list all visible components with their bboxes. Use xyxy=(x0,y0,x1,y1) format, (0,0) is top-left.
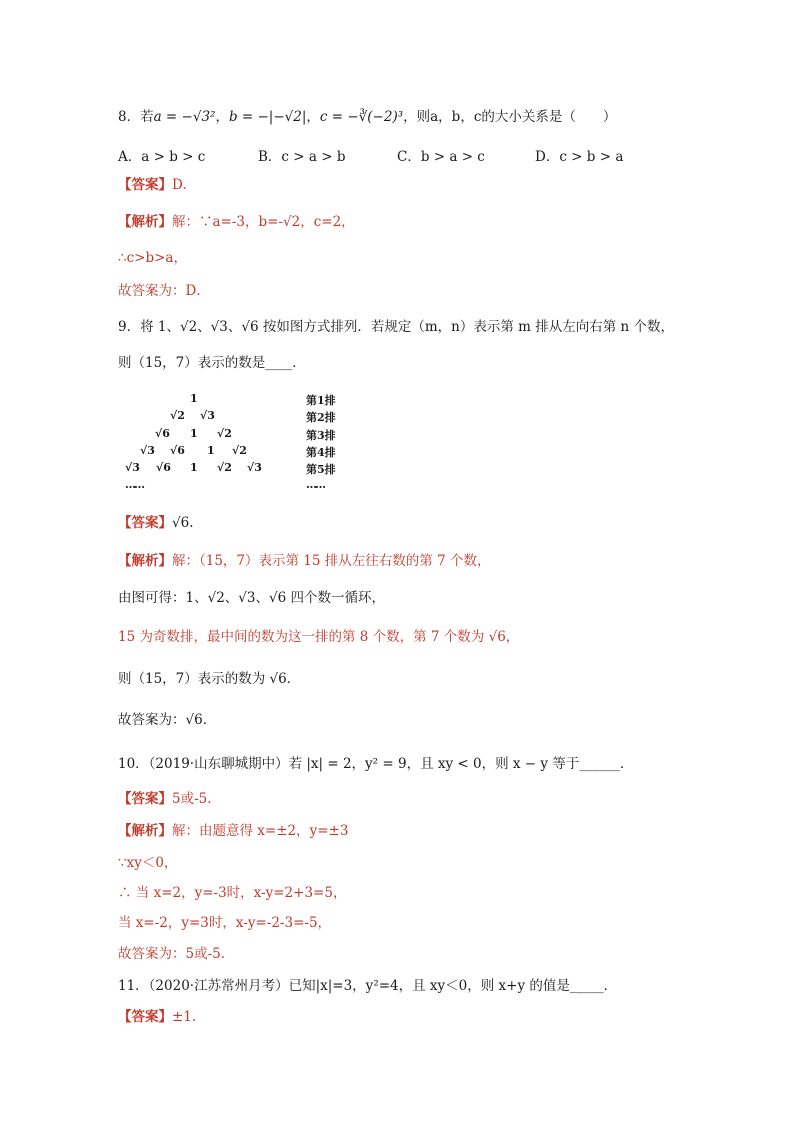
tri-r5-5: √3 xyxy=(247,461,262,474)
q8-analysis-1: 【解析】解：∵a=-3，b=-√2，c=2， xyxy=(118,214,355,230)
analysis-tag: 【解析】 xyxy=(118,823,172,839)
q10-analysis-3: ∴ 当 x=2，y=-3时，x-y=2+3=5， xyxy=(118,885,347,901)
q8-option-b: B．c > a > b xyxy=(258,149,346,165)
row-label-3: 第3排 xyxy=(306,429,336,442)
answer-value: D. xyxy=(172,177,187,193)
q8-analysis-2: ∴c>b>a， xyxy=(118,250,187,266)
q8-analysis-3: 故答案为：D． xyxy=(118,283,210,299)
q10-analysis-1: 【解析】解：由题意得 x=±2，y=±3 xyxy=(118,823,349,839)
q9-stem-1: 9．将 1、√2、√3、√6 按如图方式排列．若规定（m，n）表示第 m 排从左向右第 n 个数， xyxy=(118,319,674,335)
row-label-2: 第2排 xyxy=(306,411,336,424)
q10-analysis-4: 当 x=-2，y=3时，x-y=-2-3=-5， xyxy=(118,915,332,931)
answer-tag: 【答案】 xyxy=(118,791,172,807)
answer-value: √6. xyxy=(172,515,194,531)
q9-analysis-5: 故答案为：√6． xyxy=(118,712,217,728)
q8-tail: ，则a，b，c的大小关系是（ ） xyxy=(403,109,617,125)
answer-tag: 【答案】 xyxy=(118,515,172,531)
q8-expr-c: c = −∛(−2)³ xyxy=(319,109,404,125)
q10-answer xyxy=(118,790,212,808)
q8-expr-b: b = −|−√2| xyxy=(228,109,307,125)
tri-r2-1: √2 xyxy=(170,409,185,422)
tri-r4-4: √2 xyxy=(232,444,247,457)
q9-answer xyxy=(118,514,193,532)
answer-tag: 【答案】 xyxy=(118,177,172,193)
answer-value: 5或-5. xyxy=(172,791,212,807)
tri-r5-2: √6 xyxy=(156,461,171,474)
analysis-tag: 【解析】 xyxy=(118,214,172,230)
tri-r4-3: 1 xyxy=(207,444,215,457)
q10-stem: 10．（2019·山东聊城期中）若 |x| = 2，y² = 9，且 xy < 0，则 x − y 等于______． xyxy=(118,756,634,772)
tri-dots: …… xyxy=(125,478,143,491)
q11-stem: 11．（2020·江苏常州月考）已知|x|=3，y²=4，且 xy＜0，则 x+y 的值是_____． xyxy=(118,978,618,994)
answer-value: ±1. xyxy=(172,1009,197,1025)
q10-analysis-2: ∵xy＜0， xyxy=(118,855,178,871)
q9-analysis-2: 由图可得：1、√2、√3、√6 四个数一循环， xyxy=(118,590,385,606)
tri-r5-4: √2 xyxy=(217,461,232,474)
tri-r5-1: √3 xyxy=(125,461,140,474)
q8-option-a: A．a > b > c xyxy=(118,149,206,165)
row-label-1: 第1排 xyxy=(306,394,336,407)
q11-answer xyxy=(118,1008,196,1026)
q9-analysis-1: 【解析】解：（15，7）表示第 15 排从左往右数的第 7 个数， xyxy=(118,553,491,569)
q8-option-c: C．b > a > c xyxy=(397,149,485,165)
q9-analysis-3: 15 为奇数排，最中间的数为这一排的第 8 个数，第 7 个数为 √6， xyxy=(118,629,520,645)
tri-r4-1: √3 xyxy=(140,444,155,457)
tri-r1-1: 1 xyxy=(190,392,198,405)
q8-option-d: D．c > b > a xyxy=(535,149,624,165)
tri-r3-2: 1 xyxy=(190,427,198,440)
row-label-dots: …… xyxy=(306,478,324,491)
row-label-5: 第5排 xyxy=(306,463,336,476)
q8-stem: 8．若a = −√3²，b = −|−√2|，c = −∛(−2)³，则a，b，c的大小关系是（ ） xyxy=(118,109,617,125)
q9-analysis-4: 则（15，7）表示的数为 √6． xyxy=(118,671,301,687)
answer-tag: 【答案】 xyxy=(118,1009,172,1025)
tri-r5-3: 1 xyxy=(190,461,198,474)
row-label-4: 第4排 xyxy=(306,446,336,459)
q9-stem-2: 则（15，7）表示的数是____． xyxy=(118,355,306,371)
q8-answer xyxy=(118,176,187,194)
tri-r3-1: √6 xyxy=(155,427,170,440)
tri-r4-2: √6 xyxy=(170,444,185,457)
q8-number: 8．若 xyxy=(118,109,154,125)
tri-r2-2: √3 xyxy=(200,409,215,422)
q8-expr-a: a = −√3² xyxy=(153,109,216,125)
q10-analysis-5: 故答案为：5或-5. xyxy=(118,946,226,962)
analysis-tag: 【解析】 xyxy=(118,553,172,569)
tri-r3-3: √2 xyxy=(217,427,232,440)
